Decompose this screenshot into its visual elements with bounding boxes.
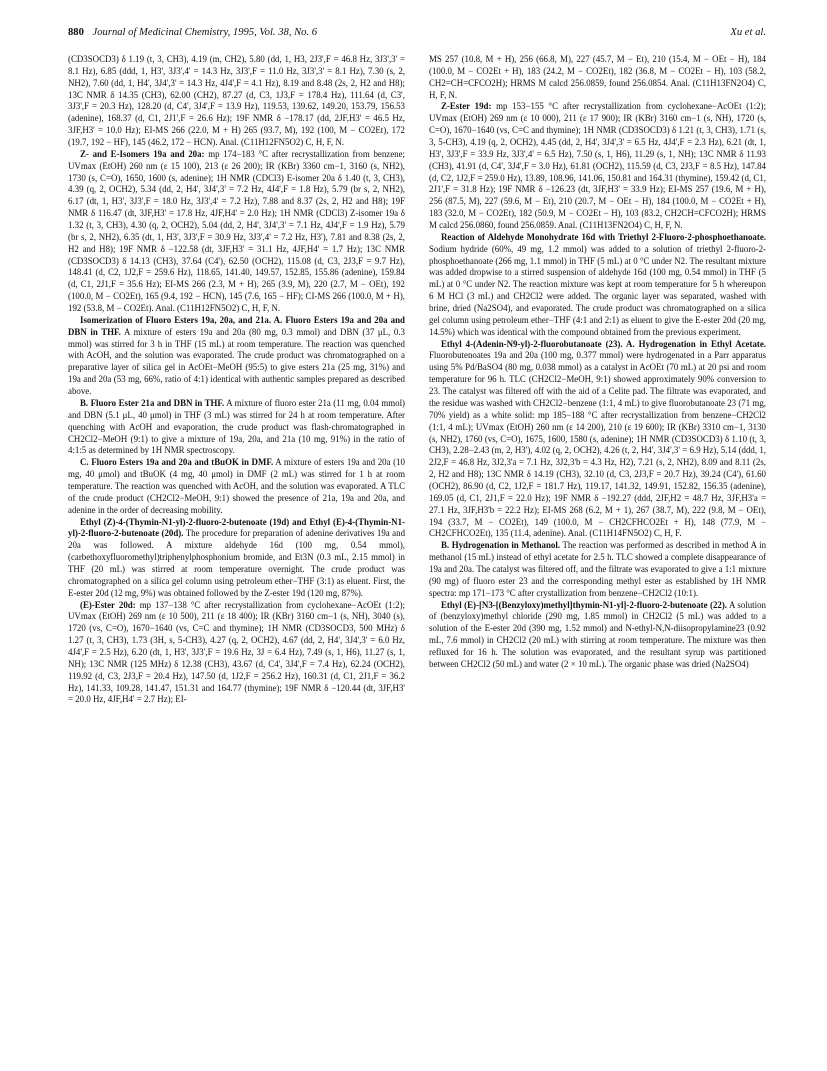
paragraph: [429, 101, 766, 231]
paragraph: [68, 149, 405, 315]
paragraph-heading: Ethyl (Z)-4-(Thymin-N1-yl)-2-fluoro-2-butenoate (19d) and Ethyl (E)-4-(Thymin-N1-yl)-2-fluoro-2-butenoate (20d).: [68, 516, 405, 539]
paragraph-heading: Isomerization of Fluoro Esters 19a, 20a, and 21a. A. Fluoro Esters 19a and 20a and DBN in THF.: [68, 314, 405, 337]
paragraph-text: A mixture of esters 19a and 20a (10 mg, 40 μmol) and tBuOK (4 mg, 40 μmol) in DMF (2 mL) was stirred for 1 h at room temperature. The reaction was quenched with AcOH, and the solution was evaporated. A TLC of the crude product (CH2Cl2−MeOH, 9:1) showed the presence of 21a, 19a and 20a, and adenine in the order of decreasing mobility.: [68, 457, 405, 515]
paragraph: [429, 54, 766, 101]
paragraph: [68, 54, 405, 149]
paragraph-text: The reaction was performed as described in method A in methanol (15 mL) instead of ethyl acetate for 2.5 h. TLC showed a complete disappearance of 19a and 20a. The catalyst was filtered off, and the filtrate was evaporated to give a 1:1 mixture (90 mg) of fluoro ester 23 and the corresponding methyl ester as established by 1H NMR spectra: mp 171−173 °C after crystallization from benzene−CH2Cl2 (10:1).: [429, 540, 766, 598]
paragraph: [429, 232, 766, 339]
paragraph-heading: B. Fluoro Ester 21a and DBN in THF.: [80, 397, 225, 408]
paragraph: [429, 540, 766, 599]
paragraph-text: A solution of (benzyloxy)methyl chloride (290 mg, 1.85 mmol) in CH2Cl2 (5 mL) was added to a solution of the E-ester 20d (390 mg, 1.52 mmol) and N-ethyl-N,N-diisopropylamine23 (0.92 mL, 7.6 mmol) in CH2Cl2 (20 mL) with stirring at room temperature. The mixture was then refluxed for 16 h. The solution was evaporated, and the resultant syrup was partitioned between CH2Cl2 (50 mL) and water (2 × 10 mL). The organic phase was dried (Na2SO4): [429, 599, 766, 669]
paragraph: [68, 457, 405, 516]
paragraph-heading: (E)-Ester 20d:: [80, 599, 136, 610]
paragraph-text: mp 137−138 °C after recrystallization from cyclohexane−AcOEt (1:2); UVmax (EtOH) 269 nm (ε 10 500), 211 (ε 18 400); IR (KBr) 3160 cm−1 (s, NH), 3040 (s), 1720 (vs, C=O), 1670−1640 (vs, C=C and thymine); 1H NMR (CD3SOCD3, 500 MHz) δ 1.27 (t, 3, CH3), 1.73 (3H, s, 5-CH3), 4.27 (q, 2, OCH2), 4.67 (dd, 2, H4', 3J4',3' = 6.0 Hz, 4J4',F = 2.5 Hz), 6.20 (dt, 1, H3', 3J3',F = 19.6 Hz, 3J = 6.4 Hz), 7.49 (s, 1, H6), 11.27 (s, 1, NH); 13C NMR (125 MHz) δ 12.38 (CH3), 43.67 (d, C4', 3J4',F = 7.4 Hz), 62.24 (OCH2), 119.92 (d, C3, 2J3,F = 20.4 Hz), 147.50 (d, 1J2,F = 256.2 Hz), 160.31 (d, C1, 2J1,F = 36.2 Hz), 141.33, 109.28, 141.47, 151.31 and 164.77 (thymine); 19F NMR δ −120.44 (dt, 3JF,H3' = 20.0 Hz, 4JF,H4' = 2.7 Hz); EI-: [68, 599, 405, 705]
page-header: [68, 27, 766, 43]
paragraph: [68, 398, 405, 457]
paragraph-heading: Z-Ester 19d:: [441, 101, 492, 112]
journal-citation: Journal of Medicinal Chemistry, 1995, Vol. 38, No. 6: [92, 27, 318, 38]
paragraph-heading: Z- and E-Isomers 19a and 20a:: [80, 148, 205, 159]
paragraph-text: Fluorobutenoates 19a and 20a (100 mg, 0.377 mmol) were hydrogenated in a Parr apparatus using 5% Pd/BaSO4 (80 mg, 0.038 mmol) as a catalyst in AcOEt (70 mL) at 20 psi and room temperature for 96 h. TLC (CH2Cl2−MeOH, 9:1) showed approximately 90% conversion to 23. The catalyst was filtered off with the aid of a Celite pad. The filtrate was evaporated, and the residue was washed with CH2Cl2−benzene (1:1, 4 mL) to give fluorobutanoate 23 (71 mg, 70% yield) as a white solid: mp 185−188 °C after recrystallization from benzene−CH2Cl2 (1:1, 4 mL); UVmax (EtOH) 260 nm (ε 14 200), 210 (ε 19 600); IR (KBr) 3310 cm−1, 3130 (s, NH2), 1760 (vs, C=O), 1675, 1600, 1580 (s, adenine); 1H NMR (CD3SOCD3) δ 1.10 (t, 3, CH3), 2.28−2.43 (m, 2, H3'), 4.02 (q, 2, OCH2), 4.26 (t, 2, H4', 3J4',3' = 6.9 Hz), 5.14 (ddd, 1, 2J2,F = 46.8 Hz, 3J2,3'a = 7.1 Hz, 3J2,3'b = 4.3 Hz, H2), 7.21 (s, 2, NH2), 8.09 and 8.11 (2s, 2, H2 and H8); 13C NMR δ 14.19 (CH3), 32.10 (d, C3, 2J3,F = 20.7 Hz), 39.24 (C4'), 61.60 (OCH2), 86.90 (d, C2, 1J2,F = 181.7 Hz), 119.17, 141.32, 149.91, 152.82, 156.35 (adenine), 169.05 (d, C1, 2J1,F = 22.0 Hz); 19F NMR δ −192.27 (ddd, 2JF,H2 = 48.7 Hz, 3JF,H3'a = 27.1 Hz, 3JF,H3'b = 22.2 Hz); EI-MS 268 (6.2, M + 1), 267 (38.7, M), 222 (9.8, M − OEt), 194 (33.7, M − CO2Et), 149 (100.0, M − CH2CFHCO2Et + H), 148 (77.9, M − CH2CFHCO2Et), 135 (11.4, adenine). Anal. (C11H14FN5O2) C, H, F.: [429, 350, 766, 539]
running-authors: Xu et al.: [730, 27, 766, 38]
paragraph-text: Sodium hydride (60%, 49 mg, 1.2 mmol) was added to a solution of triethyl 2-fluoro-2-phosphoethanoate (266 mg, 1.1 mmol) in THF (5 mL) at 0 °C under N2. The resultant mixture was added dropwise to a stirred suspension of aldehyde 16d (100 mg, 0.54 mmol) in THF (5 mL) at 0 °C under N2. The reaction mixture was kept at room temperature for 5 h whereupon 6 M HCl (3 mL) and CH2Cl2 were added. The organic layer was separated, washed with brine, dried (Na2SO4), and evaporated. The crude product was chromatographed on a silica gel column using petroleum ether−THF (4:1 and 2:1) as eluent to give the E-ester 20d (20 mg, 14.5%) which was identical with the compound obtained from the previous experiment.: [429, 243, 766, 337]
paragraph-heading: B. Hydrogenation in Methanol.: [441, 540, 561, 551]
page-number: 880: [68, 27, 84, 38]
paragraph-heading: Ethyl (E)-[N3-[(Benzyloxy)methyl]thymin-N1-yl]-2-fluoro-2-butenoate (22).: [441, 599, 728, 610]
left-column: [68, 54, 405, 1054]
paragraph-heading: C. Fluoro Esters 19a and 20a and tBuOK in DMF.: [80, 457, 274, 468]
paragraph-heading: Reaction of Aldehyde Monohydrate 16d with Triethyl 2-Fluoro-2-phosphoethanoate.: [441, 231, 766, 242]
paragraph-text: (CD3SOCD3) δ 1.19 (t, 3, CH3), 4.19 (m, CH2), 5.80 (dd, 1, H3, 2J3',F = 46.8 Hz, 3J3',3' = 8.1 Hz), 6.85 (ddd, 1, H3', 3J3',4' = 14.3 Hz, 3J3',F = 11.0 Hz, 3J3',3' = 8.1 Hz), 7.30 (s, 2, NH2), 7.60 (dd, 1, H4', 3J4',3' = 14.3 Hz, 4J4',F = 4.1 Hz), 8.19 and 8.48 (2s, 2, H2 and H8); 13C NMR δ 14.35 (CH3), 62.00 (CH2), 87.27 (d, C3, 1J3,F = 178.4 Hz), 111.64 (d, C3', 3J3',F = 20.3 Hz), 128.20 (d, C4', 3J4',F = 13.9 Hz), 119.53, 139.62, 149.20, 153.79, 156.53 (adenine), 168.37 (d, C1, 2J1',F = 26.6 Hz); 19F NMR δ −178.17 (dd, 2JF,H3' = 46.5 Hz, 3JF,H3' = 10.0 Hz); EI-MS 266 (22.0, M + H) 265 (93.7, M), 192 (100, M − CO2Et), 172 (19.7, 192 − HF), 145 (46.2, 172 − HCN). Anal. (C11H12FN5O2) C, H, F, N.: [68, 54, 405, 148]
paragraph: [68, 517, 405, 600]
right-column: [429, 54, 766, 1054]
paragraph: [429, 600, 766, 671]
paragraph-text: MS 257 (10.8, M + H), 256 (66.8, M), 227 (45.7, M − Et), 210 (15.4, M − OEt − H), 184 (100.0, M − CO2Et + H), 183 (24.2, M − CO2Et), 182 (36.8, M − CO2Et − H), 103 (58.2, CH2=CH=CFCO2H); HRMS M calcd 256.0859, found 256.0854. Anal. (C11H13FN2O4) C, H, F, N.: [429, 54, 766, 100]
paragraph: [68, 315, 405, 398]
paragraph-text: mp 174−183 °C after recrystallization from benzene; UVmax (EtOH) 260 nm (ε 15 100), 213 (ε 26 200); IR (KBr) 3360 cm−1, 3160 (s, NH2), 1730 (s, C=O), 1650, 1600 (s, adenine); 1H NMR (CDCl3) E-isomer 20a δ 1.40 (t, 3, CH3), 4.39 (q, 2, OCH2), 5.34 (dd, 2, H4', 3J4',3' = 7.2 Hz, 4J4',F = 1.8 Hz), 5.79 (br s, 2, NH2), 6.17 (dt, 1, H3', 3J3',F = 18.0 Hz, 3J3',4' = 7.2 Hz), 7.88 and 8.37 (2s, 2, H2 and H8); 19F NMR δ 116.47 (dt, 3JF,H3' = 17.8 Hz, 4JF,H4' = 2.0 Hz); 1H NMR (CDCl3) Z-isomer 19a δ 1.32 (t, 3, CH3), 4.30 (q, 2, OCH2), 5.04 (dd, 2, H4', 3J4',3' = 7.1 Hz, 4J4',F = 1.9 Hz), 5.79 (br s, 2, NH2), 6.35 (dt, 1, H3', 3J3',F = 30.9 Hz, 3J3',4' = 7.2 Hz, H3'), 7.81 and 8.38 (2s, 2, H2 and H8); 19F NMR δ −122.58 (dt, 3JF,H3' = 31.1 Hz, 4JF,H4' = 1.7 Hz); 13C NMR (CD3SOCD3) δ 14.13 (CH3), 37.64 (C4'), 62.50 (OCH2), 115.08 (d, C3, 2J3,F = 9.7 Hz), 148.41 (d, C2, 1J2,F = 259.6 Hz), 118.65, 141.40, 149.57, 152.85, 155.86 (adenine), 159.84 (d, C1, 2J1,F = 35.6 Hz); EI-MS 266 (2.3, M + H), 265 (3.9, M), 220 (2.7, M − OEt), 192 (100.0, M − CO2Et), 165 (9.4, 192 − HCN), 145 (7.6, 165 − HF); CI-MS 266 (100.0, M + H), 192 (53.8, M − CO2Et). Anal. (C11H12FN5O2) C, H, F, N.: [68, 148, 405, 314]
paragraph: [68, 600, 405, 707]
paragraph-text: mp 153−155 °C after recrystallization from cyclohexane−AcOEt (1:2); UVmax (EtOH) 269 nm (ε 10 000), 211 (ε 17 900); IR (KBr) 3160 cm−1 (s, NH), 1720 (s, C=O), 1670−1640 (vs, C=C and thymine); 1H NMR (CD3SOCD3) δ 1.21 (t, 3, CH3), 1.71 (s, 3, 5-CH3), 4.19 (q, 2, OCH2), 4.45 (dd, 2, H4', 3J4',3' = 6.5 Hz, 4J4',F = 2.3 Hz), 6.21 (dt, 1, H3', 3J3',F = 33.9 Hz, 3J3',4' = 6.5 Hz), 7.50 (s, 1, H6), 11.29 (s, 1, NH); 13C NMR δ 11.93 (CH3), 41.91 (d, C4', 3J4',F = 3.0 Hz), 61.81 (OCH2), 115.59 (d, C3, 2J3,F = 8.5 Hz), 147.84 (d, C2, 1J2,F = 259.0 Hz), 13.89, 108.96, 141.06, 150.81 and 164.31 (thymine), 159.42 (d, C1, 2J1',F = 31.8 Hz); 19F NMR δ −126.23 (dt, 3JF,H3' = 33.9 Hz); EI-MS 257 (19.6, M + H), 256 (87.5, M), 227 (59.6, M − Et), 210 (20.7, M − OEt − H), 184 (100.0, M − CO2Et + H), 183 (32.0, M − CO2Et), 182 (50.9, M − CO2Et − H), 103 (83.2, CH2CH=CFCO2H); HRMS M calcd 256.0860, found 256.0859. Anal. (C11H13FN2O4) C, H, F, N.: [429, 101, 766, 231]
paragraph: [429, 339, 766, 541]
paragraph-text: A mixture of fluoro ester 21a (11 mg, 0.04 mmol) and DBN (5.1 μL, 40 μmol) in THF (3 mL) was stirred for 24 h at room temperature. After quenching with AcOH and evaporation, the crude product was flash-chromatographed in CH2Cl2−MeOH (9:1) to give a mixture of 19a, 20a, and 21a (10 mg, 91%) in the ratio of 4:1:5 as determined by 1H NMR spectroscopy.: [68, 397, 405, 456]
paragraph-heading: Ethyl 4-(Adenin-N9-yl)-2-fluorobutanoate (23). A. Hydrogenation in Ethyl Acetate.: [441, 338, 766, 349]
paragraph-text: The procedure for preparation of adenine derivatives 19a and 20a was followed. A mixture aldehyde 16d (100 mg, 0.54 mmol), (carbethoxyfluoromethyl)triphenylphosphonium bromide, and Et3N (0.3 mL, 2.15 mmol) in THF (20 mL) was stirred at room temperature overnight. The crude product was chromatographed on a silica gel column using petroleum ether−THF (3:1) as eluent. First, the E-ester 20d (12 mg, 9%) was obtained followed by the Z-ester 19d (120 mg, 87%).: [68, 528, 405, 598]
paragraph-text: A mixture of esters 19a and 20a (80 mg, 0.3 mmol) and DBN (37 μL, 0.3 mmol) was stirred for 3 h in THF (15 mL) at room temperature. The reaction was quenched with AcOH, and the solution was evaporated. The crude product was chromatographed on a preparative layer of silica gel in AcOEt−MeOH (95:5) to give esters 21a (25 mg, 31%) and 19a and 20a (53 mg, 66%, ratio of 4:1) identical with authentic samples prepared as described above.: [68, 326, 405, 397]
